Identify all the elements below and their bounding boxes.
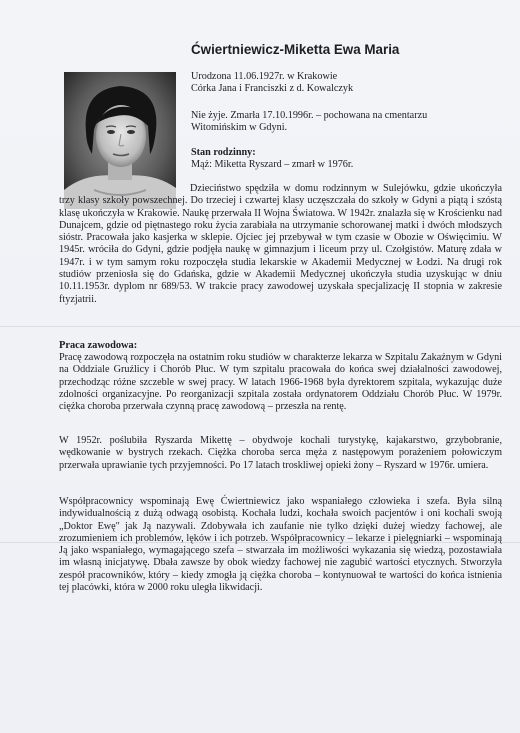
marriage-paragraph: W 1952r. poślubiła Ryszarda Mikettę – obydwoje kochali turystykę, kajakarstwo, grzybobranie, wędkowanie w bystrych rzekach. Ciężka choroba serca męża z następowym porażeniem połowiczym przerwała uprawianie tych przyjemności. Po 17 latach troskliwej opieki żony – Ryszard w 1976r. umiera. <box>59 435 502 471</box>
family-heading: Stan rodzinny: <box>191 147 256 158</box>
death-date-line: Nie żyje. Zmarła 17.10.1996r. – pochowana na cmentarzu <box>191 110 428 121</box>
spouse-line: Mąż: Miketta Ryszard – zmarł w 1976r. <box>191 159 354 171</box>
death-info <box>191 110 503 135</box>
paper-fold <box>0 326 520 327</box>
birth-info <box>191 71 503 96</box>
family-info <box>191 147 503 172</box>
work-heading: Praca zawodowa: <box>59 340 138 351</box>
memories-paragraph: Współpracownicy wspominają Ewę Ćwiertniewicz jako wspaniałego człowieka i szefa. Była silną indywidualnością z dużą odwagą osobistą. Kochała ludzi, kochała swoich pacjentów i oni kochali swoją „Doktor Ewę" jak Ją nazywali. Zdobywała ich zaufanie nie tylko dzięki dużej wiedzy fachowej, ale zrozumieniem ich problemów, lęków i ich potrzeb. Współpracownicy – lekarze i pielęgniarki – wspominają Ją jako wspaniałego, wymagającego szefa – stwarzała im możliwości wykazania się wiedzą, pozostawiała im własną inicjatywę. Dbała zawsze by obok wiedzy fachowej nie zagubić wartości etycznych. Stworzyła zespół pracowników, który – kiedy zmogła ją ciężka choroba – kontynuował te wartości do końca istnienia tej placówki, która w 2000 roku uległa likwidacji. <box>59 496 502 594</box>
person-name-title: Ćwiertniewicz-Miketta Ewa Maria <box>191 42 400 57</box>
birth-date-line: Urodzona 11.06.1927r. w Krakowie <box>191 71 338 82</box>
work-paragraph: Pracę zawodową rozpoczęła na ostatnim roku studiów w charakterze lekarza w Szpitalu Zakaźnym w Gdyni na Oddziale Gruźlicy i Chorób Płuc. W tym szpitalu pracowała do końca swej działalności zawodowej, przechodząc różne szczeble w swej pracy. W latach 1966-1968 była dyrektorem szpitala, wykazując duże zdolności organizacyjne. Po reorganizacji szpitala została ordynatorem Oddziału Chorób Płuc. W 1979r. ciężka choroba przerwała czynną pracę zawodową – przeszła na rentę. <box>59 352 502 413</box>
biography-paragraph: Dzieciństwo spędziła w domu rodzinnym w Sulejówku, gdzie ukończyła trzy klasy szkoły powszechnej. Do trzeciej i czwartej klasy uczęszczała do szkoły w Gdyni a piątą i szóstą klasę ukończyła w Krakowie. Naukę przerwała II Wojna Światowa. W 1942r. znalazła się w Krościenku nad Dunajcem, gdzie od piętnastego roku życia zarabiała na utrzymanie schorowanej matki i dwóch młodszych sióstr. Pracowała jako kasjerka w sklepie. Ojciec jej przebywał w tym czasie w Obozie w Oświęcimiu. W 1945r. wróciła do Gdyni, gdzie podjęła naukę w gimnazjum i liceum przy ul. Czołgistów. Maturę zdała w 1947r. i w tym samym roku rozpoczęła studia lekarskie w Akademii Medycznej w Łodzi. Na drugi rok studiów przeniosła się do Gdańska, gdzie w Akademii Medycznej ukończyła studia uzyskując w dniu 10.11.1953r. dyplom nr 689/53. W trakcie pracy zawodowej uzyskała specjalizację II stopnia w zakresie ftyzjatrii. <box>59 183 502 305</box>
burial-place-line: Witomińskim w Gdyni. <box>191 122 288 134</box>
parents-line: Córka Jana i Franciszki z d. Kowalczyk <box>191 83 354 95</box>
